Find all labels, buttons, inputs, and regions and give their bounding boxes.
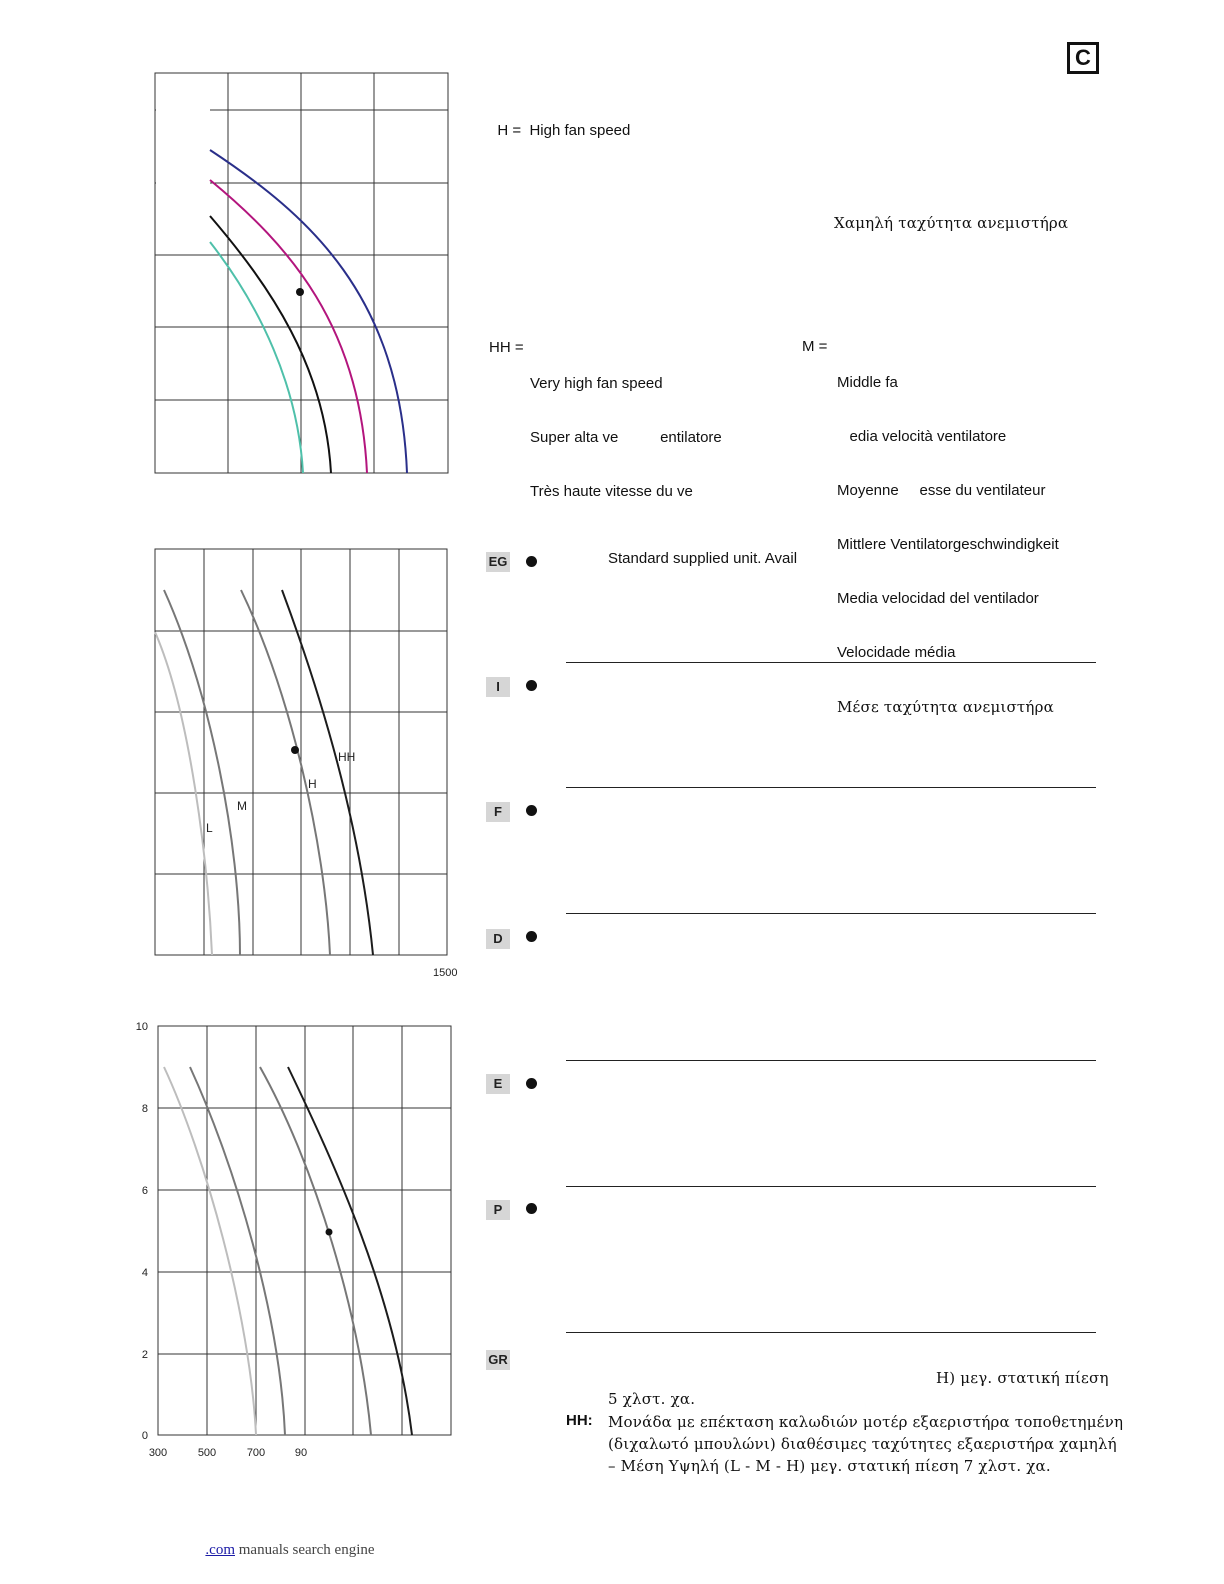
x-tick-label: 1500 bbox=[433, 967, 458, 979]
legend-h-text: High fan speed bbox=[529, 122, 631, 139]
m-line: Moyenne esse du ventilateur bbox=[837, 482, 1046, 499]
gr-line1-end: H) μεγ. στατική πίεση bbox=[936, 1369, 1109, 1387]
legend-m-lines bbox=[837, 338, 1059, 734]
legend-hh-lines bbox=[530, 339, 722, 519]
divider bbox=[566, 787, 1096, 788]
divider bbox=[566, 662, 1096, 663]
gr-hh-line: (διχαλωτό μπουλώνι) διαθέσιμες ταχύτητες εξαεριστήρα χαμηλή bbox=[608, 1435, 1117, 1453]
chart-2 bbox=[140, 542, 470, 982]
curve-hh bbox=[288, 1067, 412, 1435]
x-tick: 300 bbox=[148, 1447, 168, 1459]
hh-line: Very high fan speed bbox=[530, 375, 663, 392]
x-tick: 90 bbox=[294, 1447, 308, 1459]
operating-point bbox=[326, 1229, 333, 1236]
y-tick: 2 bbox=[141, 1349, 148, 1361]
bullet-icon bbox=[526, 680, 537, 691]
operating-point bbox=[296, 288, 304, 296]
divider bbox=[566, 1186, 1096, 1187]
lang-code-eg: EG bbox=[486, 552, 510, 572]
legend-m-label: M = bbox=[802, 338, 828, 355]
lang-code-p: P bbox=[486, 1200, 510, 1220]
hh-line: Super alta ve entilatore bbox=[530, 429, 722, 446]
m-line: Mittlere Ventilatorgeschwindigkeit bbox=[837, 536, 1059, 553]
footer-link[interactable]: .com bbox=[205, 1542, 235, 1558]
gr-line2: 5 χλστ. χα. bbox=[608, 1390, 696, 1408]
legend-hh-label: HH = bbox=[489, 339, 524, 356]
x-tick: 500 bbox=[197, 1447, 217, 1459]
footer-text: manuals search engine bbox=[238, 1542, 375, 1558]
y-tick: 10 bbox=[135, 1021, 148, 1033]
bullet-icon bbox=[526, 556, 537, 567]
m-line: Middle fa bbox=[837, 374, 898, 391]
hh-line: Très haute vitesse du ve bbox=[530, 483, 693, 500]
gr-hh-lines bbox=[608, 1411, 1123, 1477]
label-h: H bbox=[308, 777, 317, 791]
lang-code-d: D bbox=[486, 929, 510, 949]
y-tick: 6 bbox=[141, 1185, 148, 1197]
m-line: edia velocità ventilatore bbox=[837, 428, 1007, 445]
footer bbox=[125, 1542, 375, 1559]
label-l: L bbox=[206, 821, 213, 835]
bullet-icon bbox=[526, 931, 537, 942]
label-hh: HH bbox=[338, 750, 356, 764]
m-line: Velocidade média bbox=[837, 644, 956, 661]
lang-code-e: E bbox=[486, 1074, 510, 1094]
curve-m bbox=[164, 590, 240, 955]
legend-h-label: H = bbox=[497, 122, 522, 139]
legend-low-greek: Χαμηλή ταχύτητα ανεμιστήρα bbox=[834, 214, 1069, 232]
label-m: M bbox=[237, 799, 247, 813]
bullet-icon bbox=[526, 1203, 537, 1214]
gr-hh-label: HH: bbox=[566, 1412, 593, 1429]
bullet-icon bbox=[526, 805, 537, 816]
y-tick: 0 bbox=[141, 1430, 148, 1442]
gr-hh-line: Μονάδα με επέκταση καλωδιών μοτέρ εξαεριστήρα τοποθετημένη bbox=[608, 1413, 1124, 1431]
curve-h bbox=[260, 1067, 371, 1435]
curve-l bbox=[164, 1067, 256, 1435]
y-tick: 4 bbox=[141, 1267, 148, 1279]
chart-1 bbox=[140, 66, 460, 481]
gr-hh-line: – Μέση Υψηλή (L - M - H) μεγ. στατική πίεση 7 χλστ. χα. bbox=[608, 1457, 1051, 1475]
bullet-icon bbox=[526, 1078, 537, 1089]
divider bbox=[566, 1060, 1096, 1061]
curve-h bbox=[241, 590, 330, 955]
legend-h bbox=[489, 104, 630, 140]
lang-code-gr: GR bbox=[486, 1350, 510, 1370]
divider bbox=[566, 1332, 1096, 1333]
section-eg-text: Standard supplied unit. Avail bbox=[608, 550, 798, 567]
chart-3 bbox=[125, 1015, 465, 1465]
x-tick: 700 bbox=[246, 1447, 266, 1459]
divider bbox=[566, 913, 1096, 914]
m-line: Media velocidad del ventilador bbox=[837, 590, 1039, 607]
lang-code-i: I bbox=[486, 677, 510, 697]
page-badge: C bbox=[1067, 42, 1099, 74]
operating-point bbox=[291, 746, 299, 754]
m-line: Μέσε ταχύτητα ανεμιστήρα bbox=[837, 698, 1054, 716]
lang-code-f: F bbox=[486, 802, 510, 822]
curve-blue bbox=[210, 150, 407, 473]
y-tick: 8 bbox=[141, 1103, 148, 1115]
curve-hh bbox=[282, 590, 373, 955]
curve-m bbox=[190, 1067, 285, 1435]
